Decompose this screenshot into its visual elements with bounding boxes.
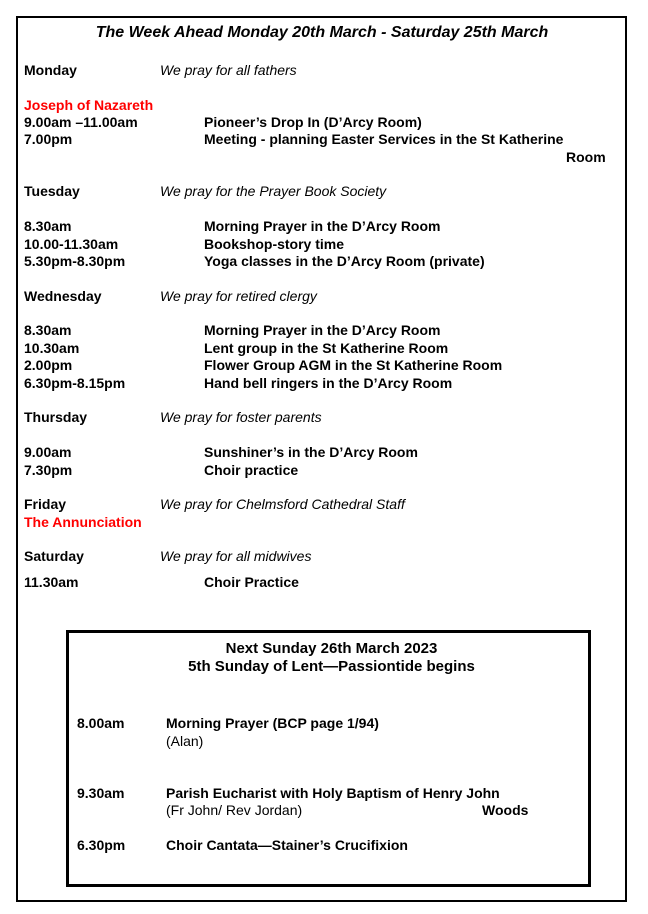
prayer-monday: We pray for all fathers [160, 62, 297, 78]
event-text-continued: Room [566, 149, 606, 165]
event-time: 8.30am [24, 218, 72, 234]
event-time: 7.30pm [24, 462, 73, 478]
feast-friday: The Annunciation [24, 514, 142, 530]
event-text: Choir practice [204, 462, 299, 478]
event-time: 10.00-11.30am [24, 236, 119, 252]
service-text-continued: Woods [482, 802, 529, 818]
event-time: 9.00am –11.00am [24, 114, 138, 130]
event-text: Sunshiner’s in the D’Arcy Room [204, 444, 418, 460]
event-text: Hand bell ringers in the D’Arcy Room [204, 375, 453, 391]
prayer-saturday: We pray for all midwives [160, 548, 312, 564]
service-note: (Fr John/ Rev Jordan) [166, 802, 303, 818]
next-sunday-box [66, 630, 591, 887]
event-text: Pioneer’s Drop In (D’Arcy Room) [204, 114, 422, 130]
event-text: Morning Prayer in the D’Arcy Room [204, 218, 441, 234]
service-time: 9.30am [77, 785, 125, 801]
service-text: Choir Cantata—Stainer’s Crucifixion [166, 837, 408, 853]
event-time: 5.30pm-8.30pm [24, 253, 126, 269]
day-saturday: Saturday [24, 548, 84, 564]
service-text: Morning Prayer (BCP page 1/94) [166, 715, 379, 731]
feast-monday: Joseph of Nazareth [24, 97, 154, 113]
day-thursday: Thursday [24, 409, 88, 425]
service-text: Parish Eucharist with Holy Baptism of Henry John [166, 785, 500, 801]
event-text: Bookshop-story time [204, 236, 345, 252]
prayer-thursday: We pray for foster parents [160, 409, 322, 425]
page-title: The Week Ahead Monday 20th March - Saturday 25th March [95, 24, 549, 41]
event-text: Flower Group AGM in the St Katherine Room [204, 357, 503, 373]
event-text: Choir Practice [204, 574, 299, 590]
service-note: (Alan) [166, 733, 204, 749]
sunday-heading: Next Sunday 26th March 2023 [225, 640, 438, 657]
event-text: Morning Prayer in the D’Arcy Room [204, 322, 441, 338]
event-time: 11.30am [24, 574, 79, 590]
event-time: 10.30am [24, 340, 80, 356]
day-wednesday: Wednesday [24, 288, 102, 304]
service-time: 8.00am [77, 715, 125, 731]
event-time: 6.30pm-8.15pm [24, 375, 126, 391]
day-friday: Friday [24, 496, 67, 512]
event-text: Yoga classes in the D’Arcy Room (private) [204, 253, 485, 269]
prayer-friday: We pray for Chelmsford Cathedral Staff [160, 496, 405, 512]
event-text: Meeting - planning Easter Services in the St Katherine [204, 131, 564, 147]
event-time: 9.00am [24, 444, 72, 460]
prayer-wednesday: We pray for retired clergy [160, 288, 317, 304]
event-time: 8.30am [24, 322, 72, 338]
day-monday: Monday [24, 62, 77, 78]
event-time: 7.00pm [24, 131, 73, 147]
sunday-subheading: 5th Sunday of Lent—Passiontide begins [188, 658, 475, 675]
service-time: 6.30pm [77, 837, 126, 853]
prayer-tuesday: We pray for the Prayer Book Society [160, 183, 387, 199]
event-text: Lent group in the St Katherine Room [204, 340, 449, 356]
day-tuesday: Tuesday [24, 183, 80, 199]
event-time: 2.00pm [24, 357, 73, 373]
